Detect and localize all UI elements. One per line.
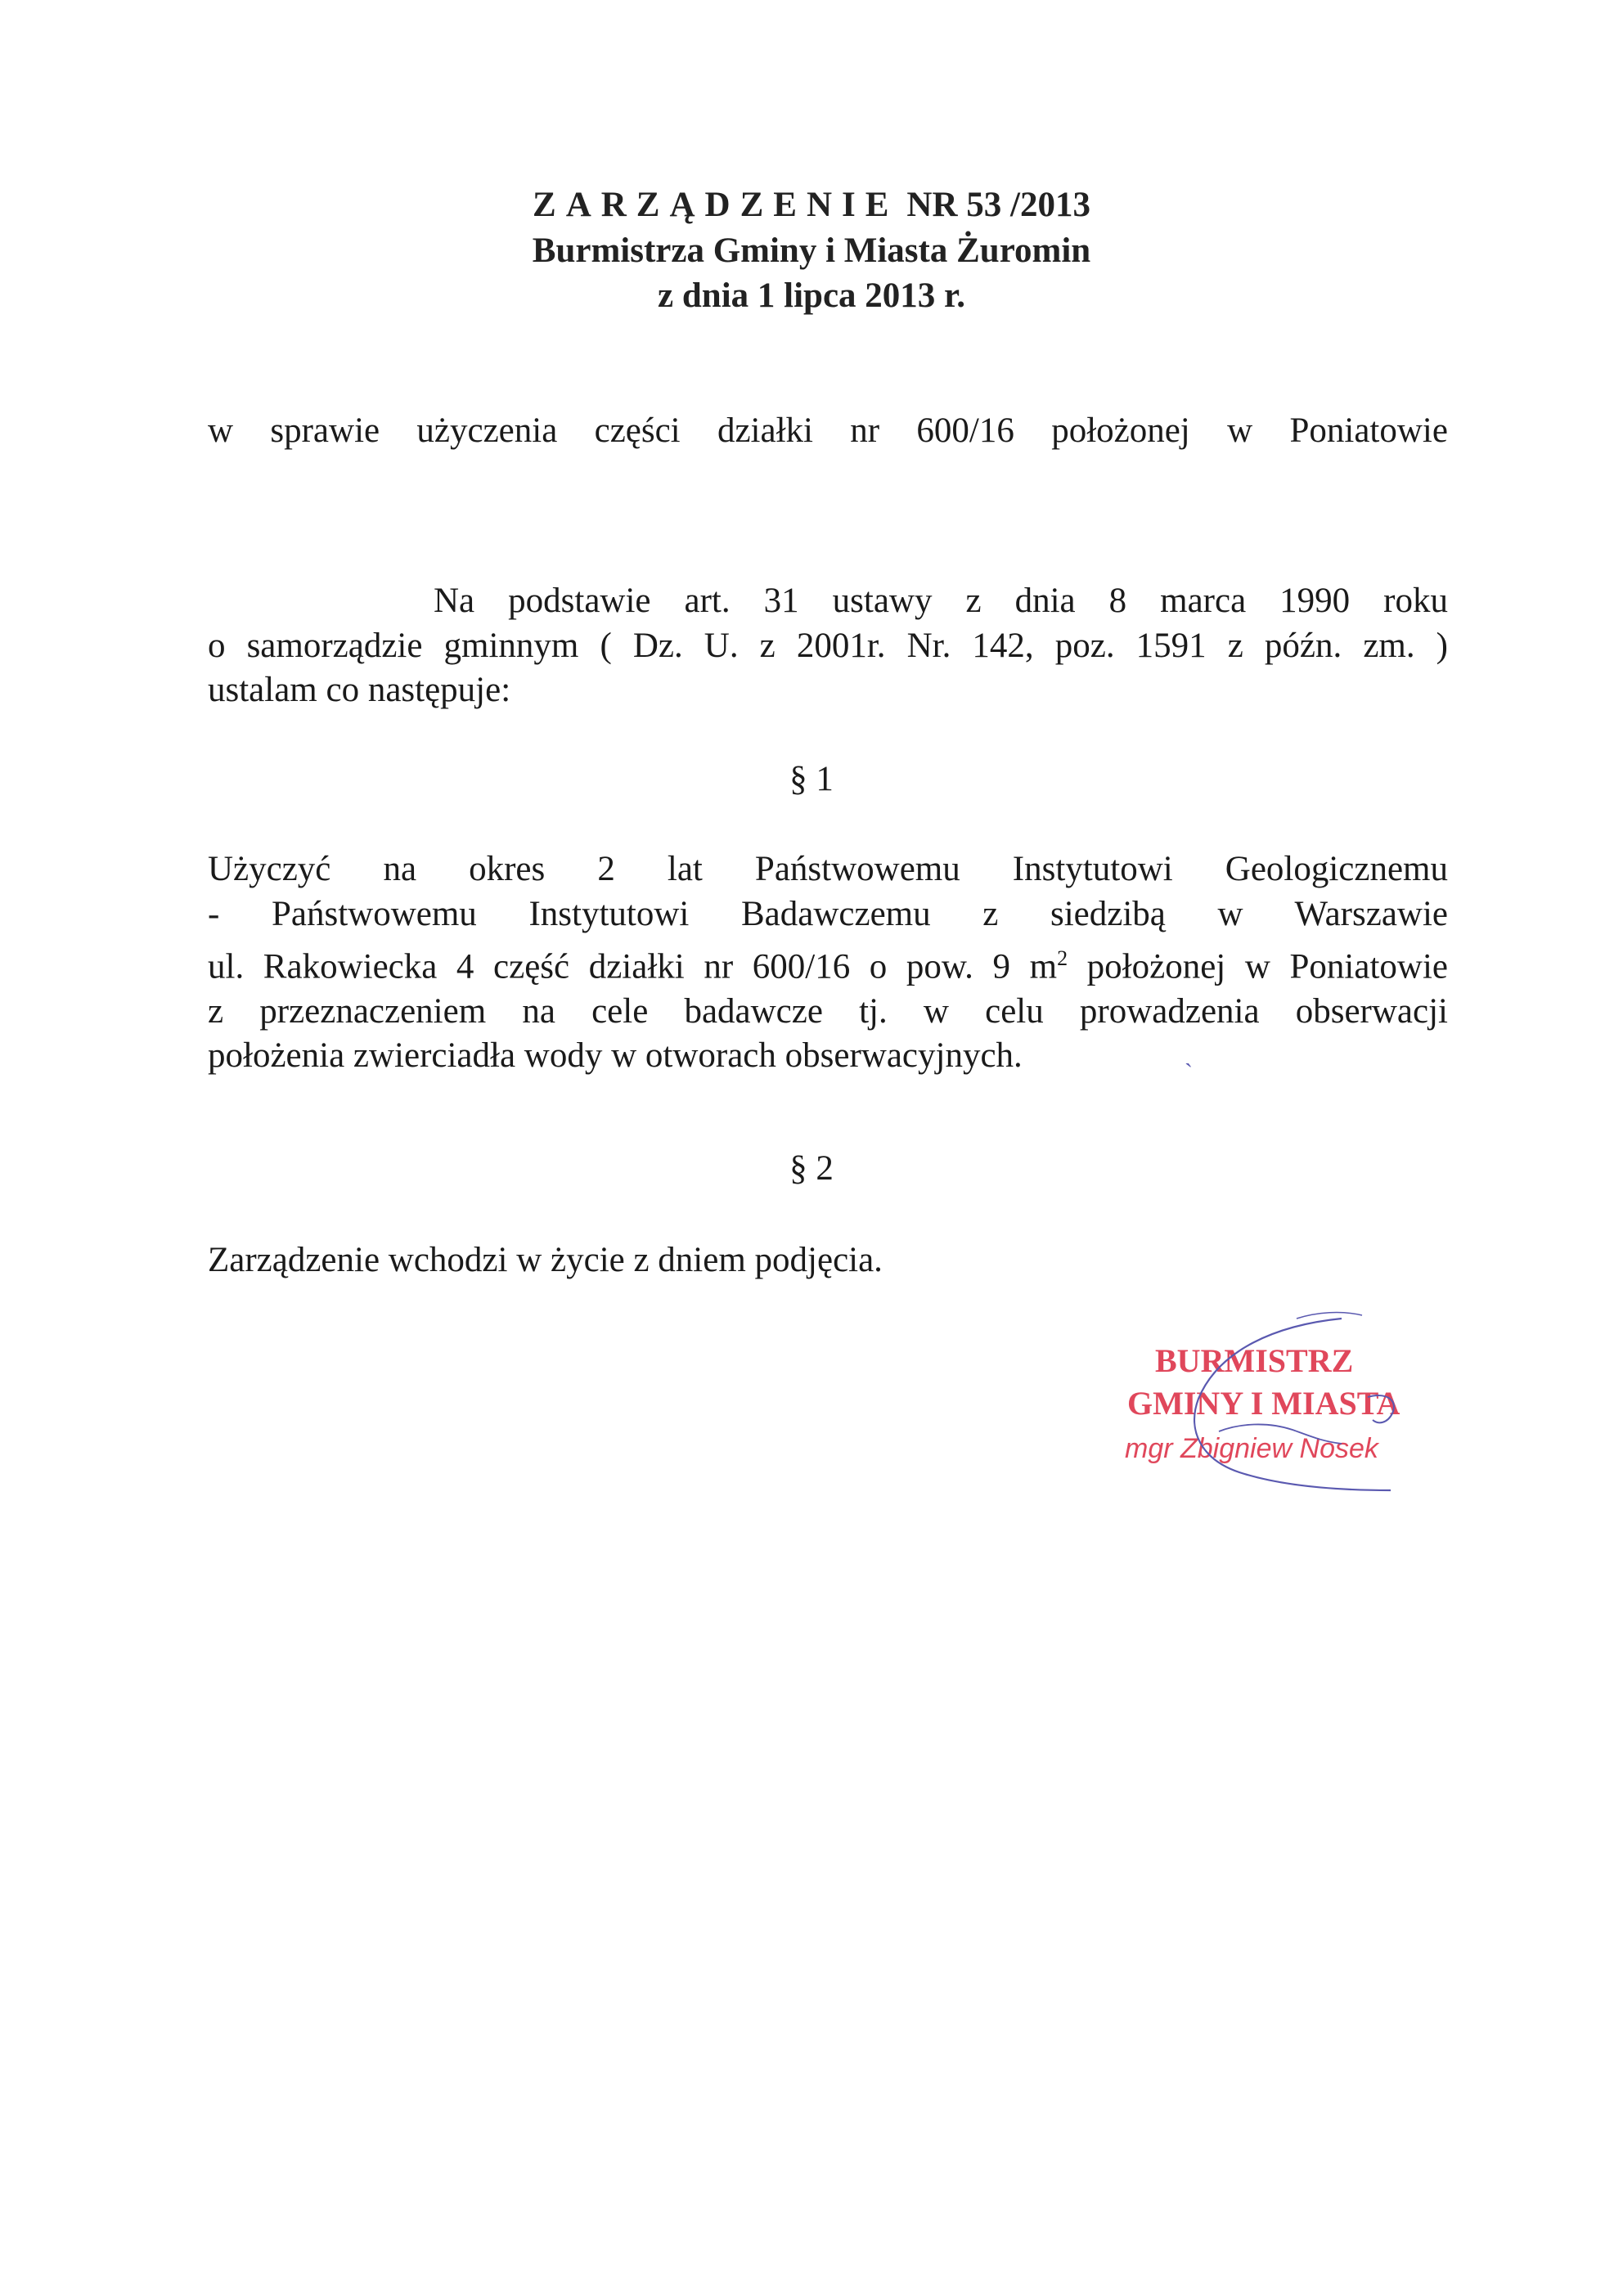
paragraph-line: ustalam co następuje:	[208, 671, 511, 709]
subject-word: użyczenia	[416, 411, 558, 450]
official-stamp	[1096, 1301, 1423, 1505]
document-issuer: Burmistrza Gminy i Miasta Żuromin	[532, 231, 1091, 270]
paragraph-line: Na podstawie art. 31 ustawy z dnia 8 marca 1990 roku	[434, 582, 1448, 620]
area-text: ul. Rakowiecka 4 część działki nr 600/16 o pow. 9 m	[208, 947, 1058, 986]
section-2-mark: § 2	[789, 1149, 834, 1188]
subject-word: działki	[717, 411, 813, 450]
paragraph-line: o samorządzie gminnym ( Dz. U. z 2001r. Nr. 142, poz. 1591 z późn. zm. )	[208, 626, 1448, 665]
subject-word: w	[1227, 411, 1253, 450]
section-1-paragraph	[208, 847, 1448, 1079]
subject-word: części	[594, 411, 681, 450]
section-1-mark: § 1	[789, 760, 834, 798]
paragraph-line: położenia zwierciadła wody w otworach obserwacyjnych.	[208, 1036, 1023, 1076]
stamp-title: BURMISTRZ	[1155, 1342, 1354, 1379]
area-superscript: 2	[1057, 946, 1068, 970]
title-number: NR 53 /2013	[906, 186, 1090, 224]
legal-basis-paragraph	[208, 579, 1448, 713]
paragraph-line: Użyczyć na okres 2 lat Państwowemu Instytutowi Geologicznemu	[208, 850, 1448, 888]
subject-word: Poniatowie	[1289, 411, 1448, 450]
handwritten-signature	[1096, 1301, 1423, 1505]
location-text: położonej w Poniatowie	[1068, 947, 1448, 986]
signature-stroke	[1297, 1313, 1362, 1319]
subject-word: położonej	[1051, 411, 1190, 450]
paragraph-line: z przeznaczeniem na cele badawcze tj. w celu prowadzenia obserwacji	[208, 991, 1448, 1031]
paragraph-line	[208, 937, 1448, 990]
signature-stroke	[1194, 1319, 1391, 1490]
ink-mark: ˏ	[1185, 1040, 1193, 1067]
subject-word: 600/16	[916, 411, 1014, 450]
paragraph-line: Zarządzenie wchodzi w życie z dniem podjęcia.	[208, 1241, 883, 1279]
document-date: z dnia 1 lipca 2013 r.	[658, 276, 965, 315]
signature-stroke	[1219, 1424, 1342, 1444]
stamp-office: GMINY I MIASTA	[1127, 1385, 1400, 1422]
document-title	[0, 185, 1623, 225]
subject-word: nr	[850, 411, 880, 450]
signature-stroke	[1368, 1395, 1394, 1422]
document-subject	[208, 411, 1448, 451]
subject-word: w	[208, 411, 234, 450]
title-word: ZARZĄDZENIE	[533, 186, 899, 224]
paragraph-line: - Państwowemu Instytutowi Badawczemu z siedzibą w Warszawie	[208, 894, 1448, 933]
section-2-paragraph	[208, 1238, 1448, 1283]
subject-word: sprawie	[270, 411, 380, 450]
stamp-name: mgr Zbigniew Nosek	[1125, 1433, 1378, 1464]
